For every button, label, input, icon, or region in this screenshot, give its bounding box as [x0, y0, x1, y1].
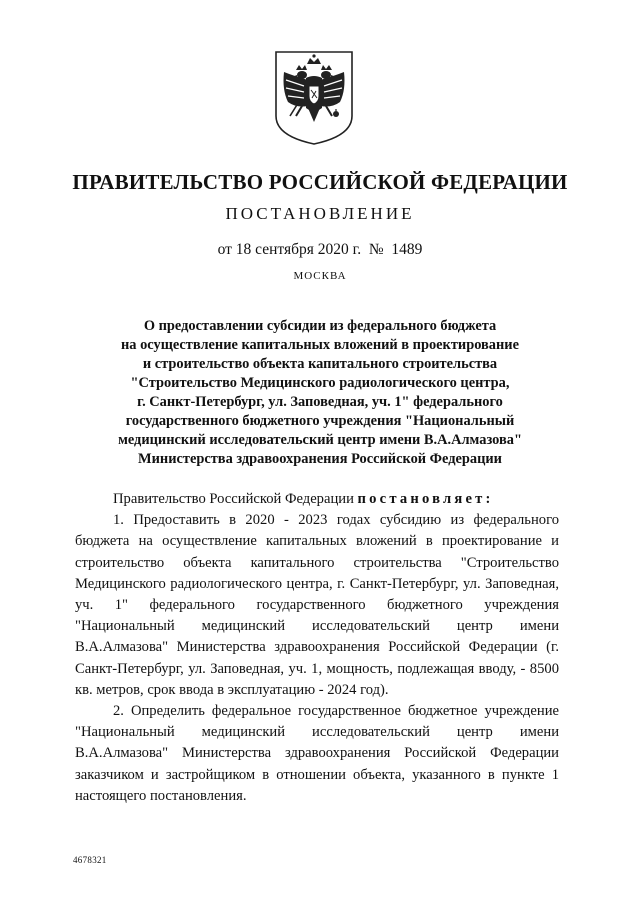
heading-line: "Строительство Медицинского радиологического центра, [130, 375, 510, 391]
heading-line: медицинский исследовательский центр имени В.А.Алмазова" [118, 432, 522, 448]
document-city: МОСКВА [293, 270, 347, 282]
heading-line: государственного бюджетного учреждения "Национальный [125, 413, 515, 429]
document-body [75, 489, 559, 807]
document-heading [60, 317, 580, 469]
government-title: ПРАВИТЕЛЬСТВО РОССИЙСКОЙ ФЕДЕРАЦИИ [72, 170, 568, 194]
paragraph-1: 1. Предоставить в 2020 - 2023 годах субсидию из федерального бюджета на осуществление капитальных вложений в проектирование и строительство объекта капитального строительства "Строительство Медицинского радиологического центра, г. Санкт-Петербург, ул. Заповедная, уч. 1" федерального государственного бюджетного учреждения "Национальный медицинский исследовательский центр имени В.А.Алмазова" Министерства здравоохранения Российской Федерации (г. Санкт-Петербург, ул. Заповедная, уч. 1, мощность, подлежащая вводу, - 8500 кв. метров, срок ввода в эксплуатацию - 2024 год). [75, 512, 559, 698]
paragraph-2: 2. Определить федеральное государственное бюджетное учреждение "Национальный медицинский исследовательский центр имени В.А.Алмазова" Министерства здравоохранения Российской Федерации заказчиком и застройщиком в отношении объекта, указанного в пункте 1 настоящего постановления. [75, 703, 559, 804]
heading-line: О предоставлении субсидии из федерального бюджета [143, 318, 497, 334]
decree-word: постановляет: [357, 491, 494, 507]
heading-line: Министерства здравоохранения Российской Федерации [138, 451, 502, 467]
document-type: ПОСТАНОВЛЕНИЕ [225, 204, 415, 223]
coat-of-arms-icon [274, 50, 354, 146]
intro-paragraph [75, 489, 559, 510]
document-code: 4678321 [73, 855, 107, 865]
intro-text: Правительство Российской Федерации [113, 491, 358, 507]
heading-line: г. Санкт-Петербург, ул. Заповедная, уч. 1" федерального [137, 394, 503, 410]
heading-line: на осуществление капитальных вложений в проектирование [121, 337, 519, 353]
document-date-number: от 18 сентября 2020 г. № 1489 [217, 241, 423, 258]
heading-line: и строительство объекта капитального строительства [142, 356, 498, 372]
